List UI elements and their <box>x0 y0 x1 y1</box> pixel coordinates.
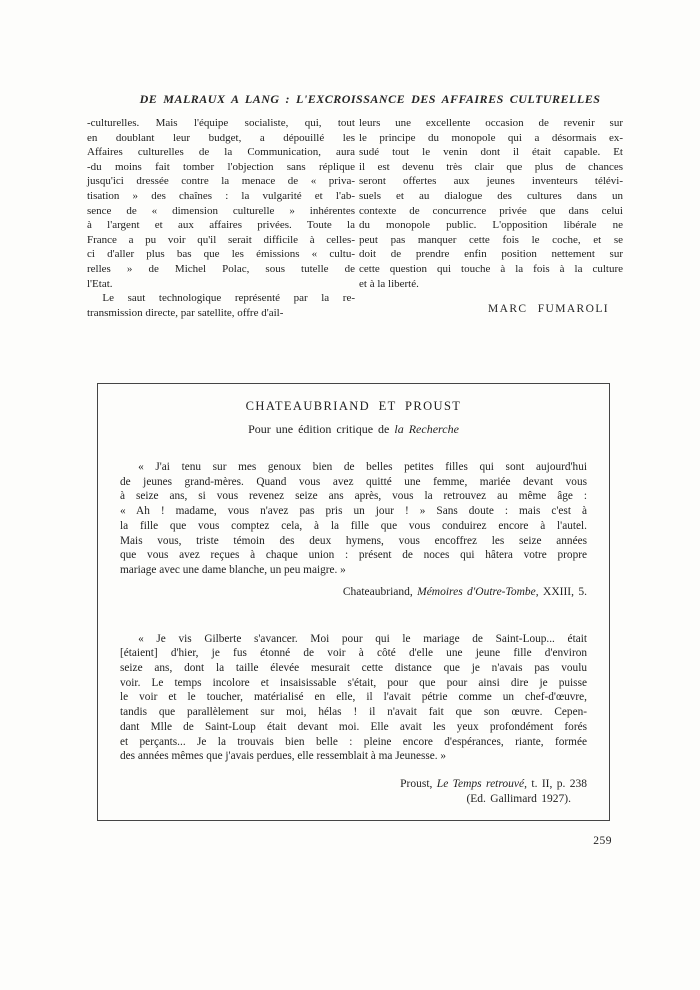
running-head: DE MALRAUX A LANG : L'EXCROISSANCE DES AFFAIRES CULTURELLES <box>139 92 601 106</box>
proust-attribution <box>120 777 587 807</box>
quote-box-subtitle <box>120 422 587 437</box>
attribution-author: Proust, <box>400 777 437 790</box>
proust-quote: « Je vis Gilberte s'avancer. Moi pour qui le mariage de Saint-Loup... était [étaient] d'hier, je fus étonné de voir à côté d'elle une jeune fille d'environ seize ans, dont la taille élevée mesurait cette distance que je n'avais pas voulu voir. Le temps incolore et insaisissable s'était, pour que pour ainsi dire je puisse le voir et le toucher, matérialisé en elle, il l'avait pétrie comme un chef-d'œuvre, tandis que parallèlement sur moi, hélas ! il n'avait fait que son œuvre. Cepen- dant Mlle de Saint-Loup était devant moi. Elle avait les yeux profondément forés et perçants... Je la trouvais bien belle : pleine encore d'espérances, riante, formée des années mêmes que j'avais perdues, elle ressemblait à ma Jeunesse. » <box>120 632 587 763</box>
proust-attribution-line-1 <box>120 777 587 792</box>
attribution-reference: , t. II, p. 238 <box>524 777 587 790</box>
subtitle-text: Pour une édition critique de <box>248 422 395 436</box>
chateaubriand-quote: « J'ai tenu sur mes genoux bien de belles petites filles qui sont aujourd'hui de jeunes grand-mères. Quand vous avez quitté une femme, mariée devant vous à seize ans, si vous revenez seize ans après, vous la retrouvez au même âge : « Ah ! madame, vous n'avez pas pris un jour ! » Sans doute : mais c'est à la fille que vous comptez cela, à la fille que vous conduirez encore à l'autel. Mais vous, triste témoin des deux hymens, vous encoffrez les seize années que vous avez reçues à chaque union : présent de noces qui hâtera votre propre mariage avec une dame blanche, un peu maigre. » <box>120 461 587 576</box>
proust-attribution-line-2: (Ed. Gallimard 1927). <box>466 792 571 805</box>
left-column <box>87 116 355 320</box>
attribution-author: Chateaubriand, <box>342 585 418 598</box>
subtitle-work-title: la Recherche <box>394 422 459 436</box>
page-number: 259 <box>593 835 612 847</box>
attribution-work-title: Mémoires d'Outre-Tombe <box>417 585 536 598</box>
quote-box-title: CHATEAUBRIAND ET PROUST <box>245 399 462 413</box>
left-column-paragraph-2: Le saut technologique représenté par la re- transmission directe, par satellite, offre d'ail- <box>87 292 355 319</box>
quote-box <box>97 383 610 821</box>
chateaubriand-attribution <box>120 585 587 600</box>
attribution-work-title: Le Temps retrouvé <box>436 777 525 790</box>
left-column-paragraph-1: -culturelles. Mais l'équipe socialiste, qui, tout en doublant leur budget, a dépouillé les Affaires culturelles de la Communication, aura -du moins fait tomber l'objection sans réplique jusqu'ici dressée contre la menace de « priva- tisation » des chaînes : la vulgarité et l'ab- sence de « dimension culturelle » inhérentes à l'argent et aux affaires privées. Toute la France a pu voir qu'il serait difficile à celles- ci d'aller plus bas que les émissions « cultu- relles » de Michel Polac, sous tutelle de l'Etat. <box>87 117 355 290</box>
right-column <box>359 116 623 317</box>
author-signature: MARC FUMAROLI <box>487 303 609 316</box>
right-column-paragraph: leurs une excellente occasion de revenir sur le principe du monopole qui a désormais ex- sudé tout le venin dont il était capable. Et il est devenu très clair que plus de chances seront offertes aux jeunes inventeurs télévi- suels et au dialogue des cultures dans un contexte de concurrence privée que dans celui du monopole public. L'opposition libérale ne peut pas manquer cette fois le coche, et se doit de prendre enfin position nettement sur cette question qui touche à la fois à la culture et à la liberté. <box>359 117 623 290</box>
attribution-reference: , XXIII, 5. <box>535 585 587 598</box>
